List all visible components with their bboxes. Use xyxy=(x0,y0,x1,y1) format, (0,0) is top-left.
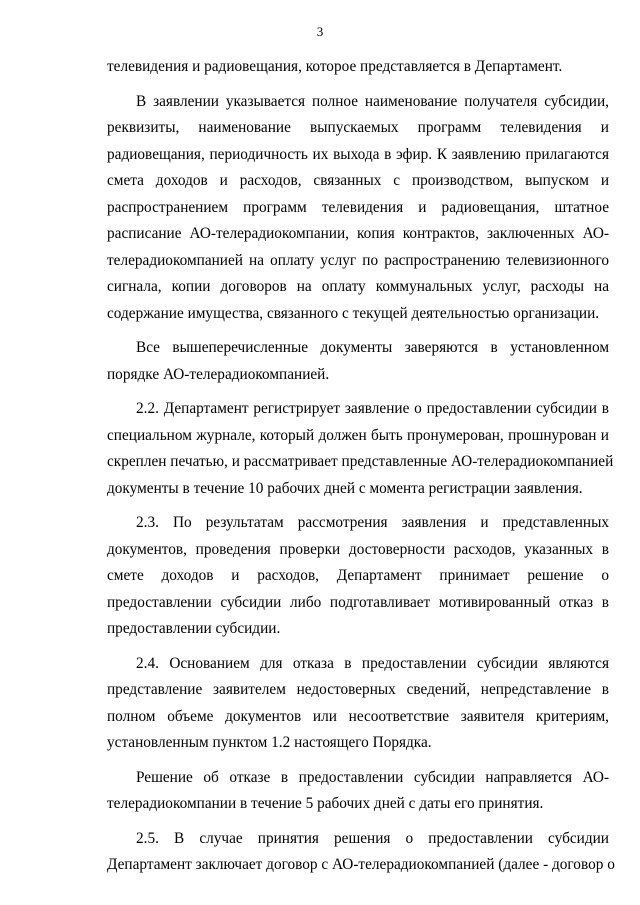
text-line: реквизиты, наименование выпускаемых программ телевидения и xyxy=(107,119,609,136)
text-line: предоставлении субсидии либо подготавливает мотивированный отказ в xyxy=(107,593,609,611)
text-line: представление заявителем недостоверных сведений, непредставление в xyxy=(107,681,609,698)
text-line: предоставлении субсидии. xyxy=(107,620,281,637)
text-line: специальном журнале, который должен быть пронумерован, прошнурован и xyxy=(107,426,609,444)
text-line: распространением программ телевидения и радиовещания, штатное xyxy=(107,198,609,216)
text-line: телерадиокомпанией на оплату услуг по распространению телевизионного xyxy=(107,251,609,269)
paragraph xyxy=(107,651,609,757)
text-line: 2.5. В случае принятия решения о предоставлении субсидии xyxy=(136,829,609,847)
text-line: расписание АО-телерадиокомпании, копия контрактов, заключенных АО- xyxy=(107,225,609,242)
paragraph-gap xyxy=(107,327,609,335)
text-line: радиовещания, периодичность их выхода в эфир. К заявлению прилагаются xyxy=(107,145,609,163)
text-line: установленным пунктом 1.2 настоящего Порядка. xyxy=(107,734,432,751)
paragraph-gap xyxy=(107,757,609,765)
paragraph-gap xyxy=(107,643,609,651)
text-line: содержание имущества, связанного с текущей деятельностью организации. xyxy=(107,304,600,322)
paragraph-gap xyxy=(107,502,609,510)
paragraph xyxy=(107,510,609,643)
text-line: 2.4. Основанием для отказа в предоставлении субсидии являются xyxy=(136,654,609,672)
paragraph xyxy=(107,765,609,818)
page-number: 3 xyxy=(316,24,324,39)
text-line: скреплен печатью, и рассматривает представленные АО-телерадиокомпанией xyxy=(107,453,614,470)
text-line: 2.3. По результатам рассмотрения заявления и представленных xyxy=(136,514,609,531)
text-line: полном объеме документов или несоответствие заявителя критериям, xyxy=(107,707,609,725)
text-line: 2.2. Департамент регистрирует заявление о предоставлении субсидии в xyxy=(136,400,609,417)
text-line: порядке АО-телерадиокомпанией. xyxy=(107,365,330,383)
text-line: сигнала, копии договоров на оплату коммунальных услуг, расходы на xyxy=(107,278,609,295)
document-body xyxy=(107,54,615,879)
text-line: Решение об отказе в предоставлении субсидии направляется АО- xyxy=(136,768,609,786)
text-line: Департамент заключает договор с АО-телерадиокомпанией (далее - договор о xyxy=(107,856,615,873)
paragraph xyxy=(107,335,609,388)
text-line: В заявлении указывается полное наименование получателя субсидии, xyxy=(136,92,609,110)
text-line: документов, проведения проверки достоверности расходов, указанных в xyxy=(107,540,609,558)
text-line: Все вышеперечисленные документы заверяются в установленном xyxy=(136,339,609,356)
paragraph xyxy=(107,826,615,879)
paragraph xyxy=(107,396,614,502)
text-line: смета доходов и расходов, связанных с производством, выпуском и xyxy=(107,172,609,189)
paragraph-gap xyxy=(107,81,609,89)
paragraph-gap xyxy=(107,818,609,826)
text-line: документы в течение 10 рабочих дней с момента регистрации заявления. xyxy=(107,479,583,497)
paragraph xyxy=(107,54,609,81)
paragraph xyxy=(107,89,609,328)
paragraph-gap xyxy=(107,388,609,396)
text-line: смете доходов и расходов, Департамент принимает решение о xyxy=(107,567,609,584)
text-line: телевидения и радиовещания, которое представляется в Департамент. xyxy=(107,58,563,75)
text-line: телерадиокомпании в течение 5 рабочих дней с даты его принятия. xyxy=(107,795,544,812)
